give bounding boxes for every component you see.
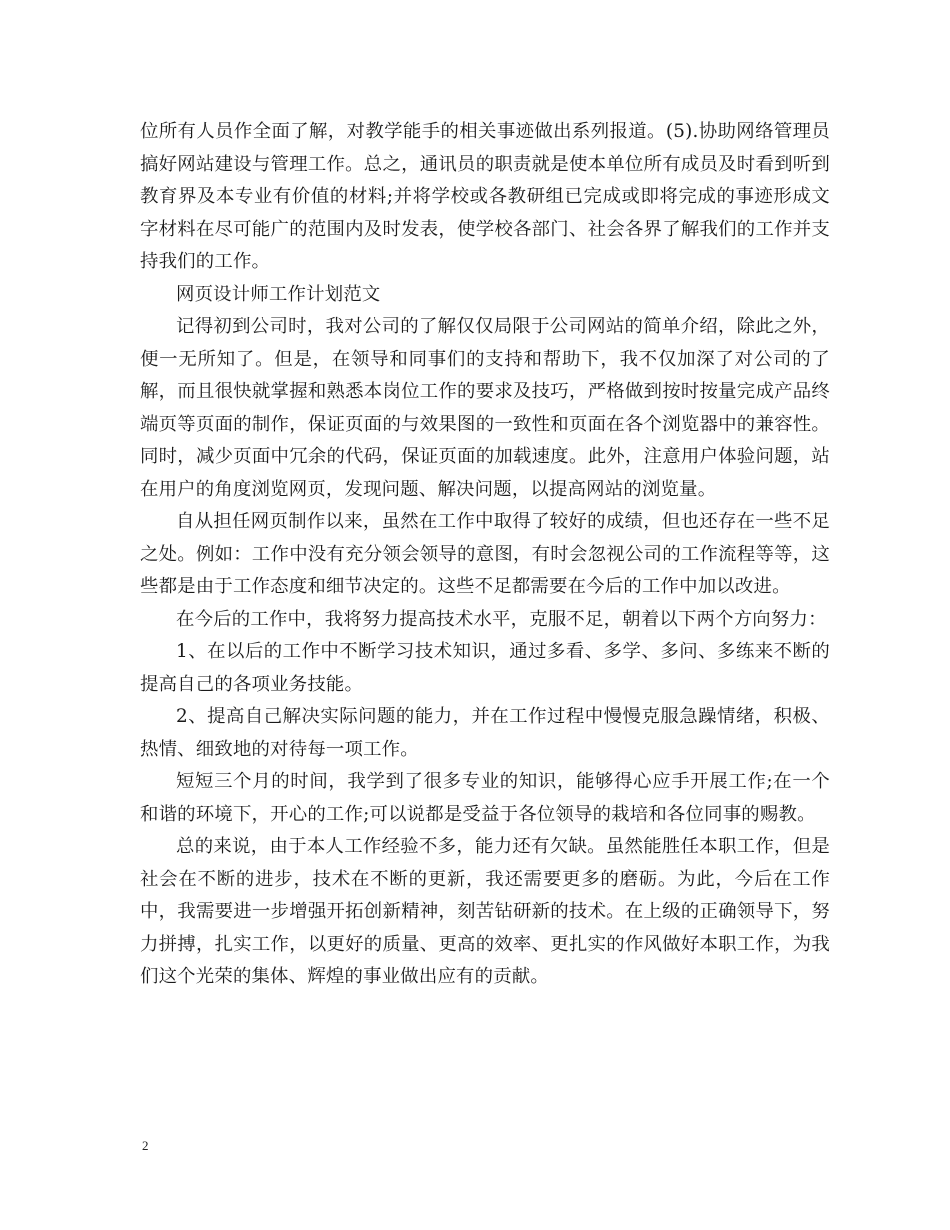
paragraph: 记得初到公司时，我对公司的了解仅仅局限于公司网站的简单介绍，除此之外，便一无所知了。但是，在领导和同事们的支持和帮助下，我不仅加深了对公司的了解，而且很快就掌握和熟悉本岗位工作的要求及技巧，严格做到按时按量完成产品终端页等页面的制作，保证页面的与效果图的一致性和页面在各个浏览器中的兼容性。同时，减少页面中冗余的代码，保证页面的加载速度。此外，注意用户体验问题，站在用户的角度浏览网页，发现问题、解决问题，以提高网站的浏览量。 [140,316,830,500]
paragraph: 总的来说，由于本人工作经验不多，能力还有欠缺。虽然能胜任本职工作，但是社会在不断的进步，技术在不断的更新，我还需要更多的磨砺。为此，今后在工作中，我需要进一步增强开拓创新精神，刻苦钻研新的技术。在上级的正确领导下，努力拼搏，扎实工作，以更好的质量、更高的效率、更扎实的作风做好本职工作，为我们这个光荣的集体、辉煌的事业做出应有的贡献。 [140,836,830,987]
paragraph: 在今后的工作中，我将努力提高技术水平，克服不足，朝着以下两个方向努力： [176,608,827,630]
list-item: 1、在以后的工作中不断学习技术知识，通过多看、多学、多问、多练来不断的提高自己的各项业务技能。 [140,641,830,695]
list-item: 2、提高自己解决实际问题的能力，并在工作过程中慢慢克服急躁情绪，积极、热情、细致地的对待每一项工作。 [140,706,830,760]
paragraph-continuation: 位所有人员作全面了解，对教学能手的相关事迹做出系列报道。(5).协助网络管理员搞好网站建设与管理工作。总之，通讯员的职责就是使本单位所有成员及时看到听到教育界及本专业有价值的材料;并将学校或各教研组已完成或即将完成的事迹形成文字材料在尽可能广的范围内及时发表，使学校各部门、社会各界了解我们的工作并支持我们的工作。 [140,121,830,272]
page-number: 2 [142,1138,149,1153]
section-title: 网页设计师工作计划范文 [176,283,381,305]
document-body [140,116,830,994]
paragraph: 自从担任网页制作以来，虽然在工作中取得了较好的成绩，但也还存在一些不足之处。例如：工作中没有充分领会领导的意图，有时会忽视公司的工作流程等等，这些都是由于工作态度和细节决定的。这些不足都需要在今后的工作中加以改进。 [140,511,830,597]
paragraph: 短短三个月的时间，我学到了很多专业的知识，能够得心应手开展工作;在一个和谐的环境下，开心的工作;可以说都是受益于各位领导的栽培和各位同事的赐教。 [140,771,830,825]
